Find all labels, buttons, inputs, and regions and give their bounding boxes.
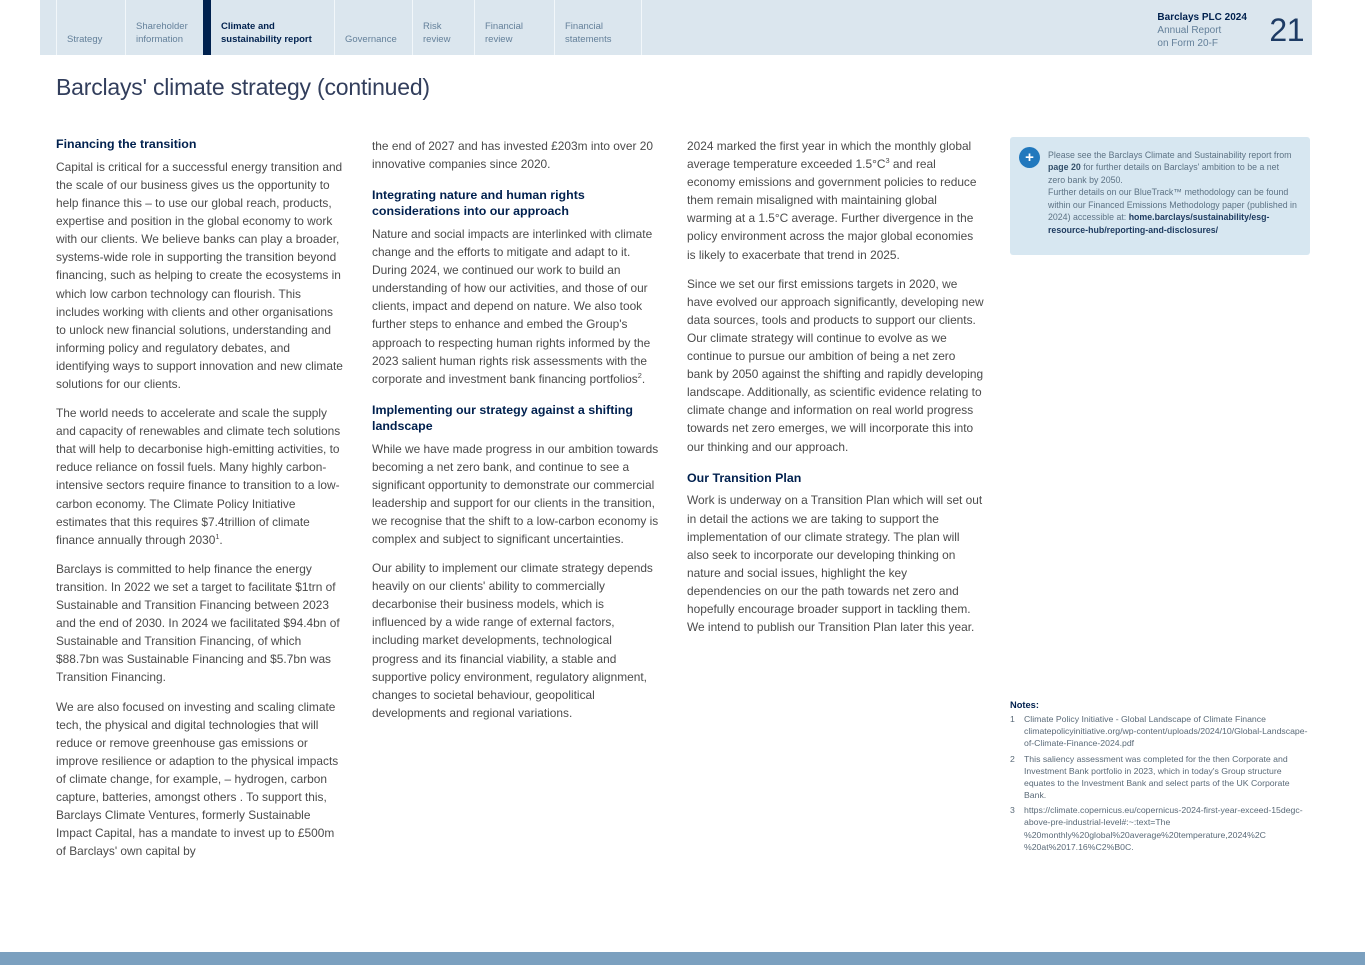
- inline-emphasis: page 20: [1048, 162, 1081, 173]
- body-paragraph: Nature and social impacts are interlinked with climate change and the efforts to mitigate and adapt to it. During 2024, we continued our work to build an understanding of how our activities, and those of our clients, impact and depend on nature. We also took further steps to enhance and embed the Group's approach to respecting human rights informed by the 2023 salient human rights risk assessments with the corporate and investment bank financing portfolios$^2$.: [372, 226, 653, 386]
- body-paragraph: The world needs to accelerate and scale the supply and capacity of renewables and climate tech solutions that will help to decarbonise high-emitting activities, to reduce reliance on fossil fuels. Many highly carbon-intensive sectors require finance to transition to a low-carbon economy. The Climate Policy Initiative estimates that this requires $7.4trillion of climate finance annually through 2030$^1$.: [56, 406, 341, 547]
- note-text: https://climate.copernicus.eu/copernicus-2024-first-year-exceed-15degc-above-pre-industrial-level#:~:text=The %20monthly%20global%20average%20temperature,2024%2C %20at%2017.16%C2%B0C.: [1024, 805, 1303, 852]
- notes-list: [1010, 713, 1310, 853]
- callout-box: [1010, 137, 1310, 255]
- section-heading: Our Transition Plan: [687, 470, 802, 485]
- report-brand-line2: on Form 20-F: [1157, 38, 1218, 49]
- section-heading: Implementing our strategy against a shifting landscape: [372, 402, 633, 433]
- text-column-3: [687, 137, 984, 871]
- body-paragraph: Barclays is committed to help finance the energy transition. In 2022 we set a target to facilitate $1trn of Sustainable and Transition Financing between 2023 and the end of 2030. In 2024 we facilitated $94.4bn of Sustainable and Transition Financing, of which $88.7bn was Sustainable Financing and $5.7bn was Transition Financing.: [56, 561, 340, 685]
- body-paragraph: 2024 marked the first year in which the monthly global average temperature exceeded $1.5^\circ C^3$ and real economy emissions and government policies to reduce them remain misaligned with maintaining global warming at a 1.5°C average. Further divergence in the policy environment across the major global economies is likely to exacerbate that trend in 2025.: [687, 139, 977, 262]
- text-column-2: [372, 137, 661, 871]
- tab-label: Climate and sustainability report: [221, 21, 312, 45]
- note-text: Climate Policy Initiative - Global Landscape of Climate Finance climatepolicyinitiative.org/wp-content/uploads/2024/10/Global-Landscape-of-Climate-Finance-2024.pdf: [1024, 714, 1308, 749]
- body-paragraph: Our ability to implement our climate strategy depends heavily on our clients' ability to commercially decarbonise their business models, which is influenced by a wide range of external factors, including market developments, technological progress and its financial viability, a stable and supportive policy environment, regulatory alignment, changes to societal behaviour, geopolitical developments and regional variations.: [372, 561, 653, 720]
- tab-label: Governance: [345, 33, 397, 45]
- page-title: Barclays' climate strategy (continued): [56, 74, 430, 101]
- main-content: [56, 137, 1310, 871]
- report-brand-title: Barclays PLC 2024: [1157, 12, 1247, 23]
- callout-text: [1048, 149, 1297, 236]
- tab-label: Financial statements: [565, 21, 612, 45]
- tab-label: Financial review: [485, 21, 524, 45]
- report-identity: [1157, 0, 1312, 55]
- tab-financial-review[interactable]: [474, 0, 554, 55]
- section-heading: Financing the transition: [56, 137, 197, 151]
- tab-label: Shareholder information: [136, 21, 188, 45]
- callout-line: Further details on our BlueTrack™ methodology can be found within our Financed Emissions Methodology paper (published in 2024) accessible at: home.barclays/sustainability/esg-resource-hub/reporting-and-disclosures/: [1048, 187, 1297, 235]
- text-column-1: [56, 137, 346, 871]
- note-item: [1010, 713, 1310, 750]
- notes-label: Notes:: [1010, 700, 1039, 710]
- report-brand: [1157, 11, 1269, 50]
- note-number: 2: [1010, 753, 1015, 764]
- tab-financial-statements[interactable]: [554, 0, 642, 55]
- tab-strategy[interactable]: [56, 0, 125, 55]
- tab-label: Strategy: [67, 33, 103, 45]
- body-paragraph: Capital is critical for a successful energy transition and the scale of our business gives us the opportunity to help finance this – to use our global reach, products, expertise and position in the global economy to work with our clients. We believe banks can play a broader, systems-wide role in supporting the transition beyond financing, such as helping to create the ecosystems in which low carbon technology can flourish. This includes working with clients and other organisations to unlock new financial solutions, understanding and informing policy and regulatory debates, and identifying ways to support innovation and new climate solutions for our clients.: [56, 159, 343, 391]
- tab-label: Risk review: [423, 21, 451, 45]
- note-number: 1: [1010, 714, 1015, 724]
- report-brand-line1: Annual Report: [1157, 25, 1222, 36]
- tab-climate-and-sustainability-report[interactable]: [203, 0, 334, 55]
- top-nav: [40, 0, 1312, 55]
- inline-link[interactable]: home.barclays/sustainability/esg-resource-hub/reporting-and-disclosures/: [1048, 212, 1270, 235]
- section-heading: Integrating nature and human rights considerations into our approach: [372, 188, 585, 219]
- tab-shareholder-information[interactable]: [125, 0, 203, 55]
- notes-section: [1010, 700, 1310, 853]
- body-paragraph: Since we set our first emissions targets in 2020, we have evolved our approach significantly, developing new data sources, tools and products to support our clients. Our climate strategy will continue to evolve as we continue to pursue our ambition of being a net zero bank by 2050 against the shifting and rapidly developing landscape. Additionally, as scientific evidence relating to climate change and information on real world progress towards net zero emerges, we will incorporate this into our thinking and our approach.: [687, 276, 984, 454]
- tab-risk-review[interactable]: [412, 0, 474, 55]
- note-number: 3: [1010, 805, 1015, 816]
- plus-icon: +: [1019, 147, 1040, 168]
- sidebar-column: [1010, 137, 1310, 871]
- note-text: This saliency assessment was completed for the then Corporate and Investment Bank portfolio in 2023, which in today's Group structure equates to the Investment Bank and select parts of the UK Corporate Bank.: [1024, 753, 1290, 801]
- note-item: [1010, 753, 1310, 802]
- callout-line: Please see the Barclays Climate and Sustainability report from page 20 for further details on Barclays' ambition to be a net zero bank by 2050.: [1048, 150, 1292, 185]
- body-paragraph: We are also focused on investing and scaling climate tech, the physical and digital technologies that will reduce or remove greenhouse gas emissions or improve resilience or adaption to the physical impacts of climate change, for example, – hydrogen, carbon capture, batteries, amongst others . To support this, Barclays Climate Ventures, formerly Sustainable Impact Capital, has a mandate to invest up to £500m of Barclays' own capital by: [56, 699, 339, 859]
- body-paragraph: While we have made progress in our ambition towards becoming a net zero bank, and continue to see a significant opportunity to demonstrate our commercial leadership and support for our clients in the transition, we recognise that the shift to a low-carbon economy is complex and subject to significant uncertainties.: [372, 441, 659, 546]
- body-paragraph: Work is underway on a Transition Plan which will set out in detail the actions we are taking to support the implementation of our climate strategy. The plan will also seek to incorporate our developing thinking on nature and social issues, highlight the key dependencies on our the path towards net zero and hopefully encourage broader support in tackling them. We intend to publish our Transition Plan later this year.: [687, 493, 983, 635]
- report-section-tabs: [56, 0, 642, 55]
- body-paragraph: the end of 2027 and has invested £203m into over 20 innovative companies since 2020.: [372, 139, 653, 172]
- footer-band: [0, 952, 1365, 965]
- tab-governance[interactable]: [334, 0, 412, 55]
- page-number: 21: [1269, 12, 1304, 48]
- note-item: [1010, 804, 1310, 853]
